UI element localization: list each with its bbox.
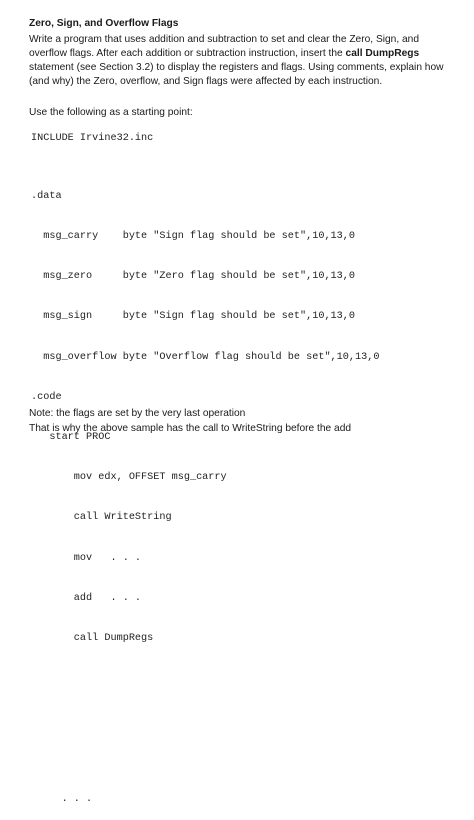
code-line: mov edx, OFFSET msg_carry	[31, 472, 227, 484]
code-line	[31, 672, 379, 685]
code-line: .data	[31, 190, 62, 202]
intro-text: Use the following as a starting point:	[29, 107, 193, 118]
code-line: msg_overflow byte "Overflow flag should be set",10,13,0	[31, 351, 380, 363]
description-text: overflow flags. After each addition or subtraction instruction, insert the	[29, 48, 346, 59]
code-line: .code	[31, 391, 62, 403]
code-line: msg_carry byte "Sign flag should be set",10,13,0	[31, 231, 356, 243]
code-line: add . . .	[31, 592, 142, 604]
description-line: statement (see Section 3.2) to display the registers and flags. Using comments, explain how	[29, 62, 444, 73]
note-line: Note: the flags are set by the very last operation	[29, 408, 246, 419]
include-line: INCLUDE Irvine32.inc	[31, 133, 154, 144]
problem-description	[29, 33, 469, 89]
code-line: msg_sign byte "Sign flag should be set",10,13,0	[31, 311, 356, 323]
page-title: Zero, Sign, and Overflow Flags	[29, 18, 179, 29]
code-line: . . .	[31, 793, 93, 805]
description-bold-text: call DumpRegs	[345, 48, 420, 59]
code-line	[31, 753, 379, 766]
description-line: (and why) the Zero, overflow, and Sign flags were affected by each instruction.	[29, 76, 383, 87]
description-line	[29, 47, 469, 61]
code-line	[31, 712, 379, 725]
code-line: mov . . .	[31, 552, 142, 564]
code-line: start PROC	[31, 432, 111, 444]
note-line: That is why the above sample has the call to WriteString before the add	[29, 423, 352, 434]
code-line: call DumpRegs	[31, 633, 154, 645]
code-block	[31, 163, 379, 820]
description-line: Write a program that uses addition and subtraction to set and clear the Zero, Sign, and	[29, 34, 419, 45]
code-line: call WriteString	[31, 512, 172, 524]
code-line: msg_zero byte "Zero flag should be set",10,13,0	[31, 271, 356, 283]
